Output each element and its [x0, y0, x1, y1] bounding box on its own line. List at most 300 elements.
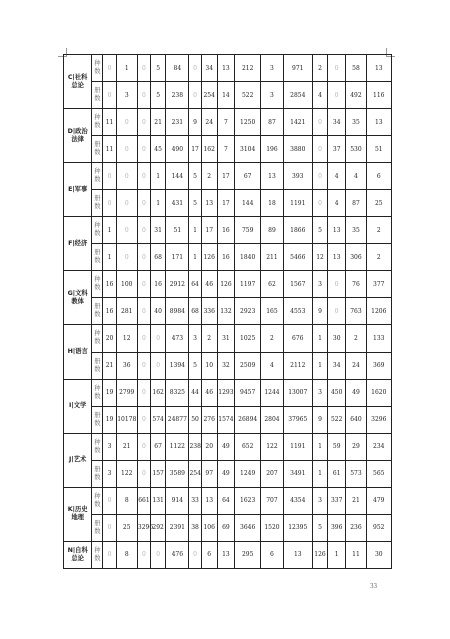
table-row: [64, 325, 392, 352]
table-cell: 34: [328, 109, 346, 136]
table-cell: 0: [137, 298, 150, 325]
table-cell: 4354: [283, 487, 312, 514]
table-cell: 116: [366, 82, 391, 109]
category-label: E|军事: [64, 163, 92, 217]
table-cell: 476: [166, 541, 189, 568]
table-cell: 2854: [283, 82, 312, 109]
category-label: I|文学: [64, 379, 92, 433]
table-cell: 37965: [283, 406, 312, 433]
table-cell: 13: [366, 55, 391, 82]
table-cell: 13: [261, 163, 283, 190]
table-cell: 9457: [235, 379, 261, 406]
table-cell: 11: [346, 541, 366, 568]
table-cell: 0: [137, 82, 150, 109]
table-cell: 13: [283, 541, 312, 568]
table-cell: 0: [312, 136, 327, 163]
table-row: [64, 487, 392, 514]
table-cell: 5: [189, 352, 201, 379]
table-cell: 479: [366, 487, 391, 514]
table-cell: 19: [103, 406, 116, 433]
row-type-label: 册数: [92, 136, 103, 163]
table-cell: 2391: [166, 514, 189, 541]
table-cell: 573: [346, 460, 366, 487]
table-cell: 0: [103, 163, 116, 190]
table-cell: 13: [217, 541, 234, 568]
table-cell: 0: [116, 136, 137, 163]
table-cell: 336: [201, 298, 217, 325]
table-cell: 1574: [217, 406, 234, 433]
table-cell: 0: [312, 163, 327, 190]
table-cell: 3: [312, 379, 327, 406]
table-cell: 126: [312, 541, 327, 568]
table-cell: 1567: [283, 271, 312, 298]
table-cell: 640: [346, 406, 366, 433]
table-row: [64, 190, 392, 217]
table-cell: 3589: [166, 460, 189, 487]
table-cell: 4: [312, 82, 327, 109]
table-cell: 24877: [166, 406, 189, 433]
table-cell: 69: [217, 514, 234, 541]
table-cell: 62: [261, 271, 283, 298]
row-type-label: 种数: [92, 325, 103, 352]
table-cell: 162: [151, 379, 166, 406]
row-type-label: 种数: [92, 433, 103, 460]
table-cell: 36: [116, 352, 137, 379]
table-cell: 4553: [283, 298, 312, 325]
table-cell: 2: [346, 325, 366, 352]
table-cell: 97: [201, 460, 217, 487]
table-cell: 196: [261, 136, 283, 163]
table-cell: 21: [103, 352, 116, 379]
table-cell: 126: [201, 244, 217, 271]
table-cell: 11: [103, 136, 116, 163]
table-cell: 276: [201, 406, 217, 433]
table-cell: 0: [328, 82, 346, 109]
table-cell: 1: [312, 433, 327, 460]
table-cell: 5: [312, 514, 327, 541]
table-cell: 1421: [283, 109, 312, 136]
table-cell: 144: [166, 163, 189, 190]
table-cell: 40: [151, 298, 166, 325]
table-cell: 7: [217, 136, 234, 163]
row-type-label: 种数: [92, 541, 103, 568]
table-cell: 238: [166, 82, 189, 109]
row-type-label: 册数: [92, 352, 103, 379]
table-cell: 0: [137, 433, 150, 460]
table-cell: 676: [283, 325, 312, 352]
table-cell: 4: [346, 163, 366, 190]
table-cell: 295: [235, 541, 261, 568]
table-cell: 281: [116, 298, 137, 325]
table-cell: 9: [312, 298, 327, 325]
table-cell: 35: [346, 109, 366, 136]
table-cell: 4: [328, 190, 346, 217]
table-cell: 20: [103, 325, 116, 352]
table-cell: 377: [366, 271, 391, 298]
table-cell: 6: [366, 163, 391, 190]
table-cell: 3296: [137, 514, 150, 541]
table-cell: 12395: [283, 514, 312, 541]
table-cell: 5: [312, 217, 327, 244]
table-cell: 3: [103, 460, 116, 487]
table-cell: 171: [166, 244, 189, 271]
table-cell: 1620: [366, 379, 391, 406]
table-cell: 211: [261, 244, 283, 271]
table-cell: 13: [328, 244, 346, 271]
table-body: [64, 55, 392, 569]
table-cell: 2: [366, 244, 391, 271]
table-cell: 450: [328, 379, 346, 406]
table-cell: 2: [201, 163, 217, 190]
table-cell: 2: [366, 217, 391, 244]
table-cell: 0: [103, 541, 116, 568]
table-cell: 431: [166, 190, 189, 217]
table-cell: 0: [116, 244, 137, 271]
category-label: N|自科总论: [64, 541, 92, 568]
table-cell: 25: [116, 514, 137, 541]
table-row: [64, 406, 392, 433]
table-cell: 34: [201, 55, 217, 82]
table-cell: 5: [189, 190, 201, 217]
table-cell: 254: [201, 82, 217, 109]
table-cell: 236: [346, 514, 366, 541]
table-cell: 396: [328, 514, 346, 541]
table-cell: 76: [346, 271, 366, 298]
table-cell: 6: [201, 541, 217, 568]
table-cell: 0: [137, 406, 150, 433]
table-cell: 234: [366, 433, 391, 460]
row-type-label: 种数: [92, 271, 103, 298]
table-cell: 971: [283, 55, 312, 82]
table-cell: 13: [217, 55, 234, 82]
table-cell: 652: [235, 433, 261, 460]
table-cell: 0: [328, 271, 346, 298]
table-cell: 1: [103, 244, 116, 271]
table-cell: 16: [103, 271, 116, 298]
table-row: [64, 55, 392, 82]
table-cell: 2923: [235, 298, 261, 325]
table-cell: 3491: [283, 460, 312, 487]
table-cell: 31: [151, 217, 166, 244]
table-cell: 7: [217, 109, 234, 136]
table-cell: 20: [201, 433, 217, 460]
statistics-table: [63, 54, 392, 569]
table-cell: 1293: [217, 379, 234, 406]
table-cell: 0: [137, 217, 150, 244]
table-cell: 16: [217, 217, 234, 244]
category-label: D|政治法律: [64, 109, 92, 163]
table-row: [64, 109, 392, 136]
table-cell: 0: [137, 541, 150, 568]
table-cell: 49: [217, 433, 234, 460]
table-cell: 17: [201, 217, 217, 244]
table-cell: 0: [328, 298, 346, 325]
table-cell: 5: [151, 82, 166, 109]
table-cell: 64: [217, 487, 234, 514]
table-cell: 133: [366, 325, 391, 352]
table-cell: 131: [151, 487, 166, 514]
row-type-label: 种数: [92, 217, 103, 244]
table-cell: 29: [346, 433, 366, 460]
table-cell: 952: [366, 514, 391, 541]
row-type-label: 册数: [92, 460, 103, 487]
category-label: H|语言: [64, 325, 92, 379]
table-cell: 2112: [283, 352, 312, 379]
table-cell: 122: [116, 460, 137, 487]
table-cell: 68: [151, 244, 166, 271]
table-cell: 0: [137, 109, 150, 136]
row-type-label: 册数: [92, 406, 103, 433]
table-cell: 46: [201, 271, 217, 298]
row-type-label: 册数: [92, 514, 103, 541]
table-cell: 3646: [235, 514, 261, 541]
table-row: [64, 136, 392, 163]
table-cell: 3: [116, 82, 137, 109]
table-cell: 51: [366, 136, 391, 163]
table-cell: 13: [366, 109, 391, 136]
table-cell: 12: [312, 244, 327, 271]
table-cell: 0: [189, 82, 201, 109]
table-cell: 254: [189, 460, 201, 487]
table-cell: 1025: [235, 325, 261, 352]
table-cell: 8325: [166, 379, 189, 406]
table-row: [64, 541, 392, 568]
table-cell: 165: [261, 298, 283, 325]
table-cell: 157: [151, 460, 166, 487]
table-cell: 87: [261, 109, 283, 136]
table-cell: 18: [261, 190, 283, 217]
table-cell: 14: [217, 82, 234, 109]
table-cell: 0: [103, 55, 116, 82]
table-cell: 24: [201, 109, 217, 136]
table-cell: 1206: [366, 298, 391, 325]
table-cell: 492: [346, 82, 366, 109]
table-cell: 6: [261, 541, 283, 568]
table-cell: 24: [346, 352, 366, 379]
table-cell: 9: [312, 406, 327, 433]
table-cell: 1866: [283, 217, 312, 244]
table-cell: 13: [328, 217, 346, 244]
table-cell: 3104: [235, 136, 261, 163]
table-cell: 13: [201, 190, 217, 217]
table-cell: 0: [137, 460, 150, 487]
table-cell: 2804: [261, 406, 283, 433]
table-cell: 0: [103, 190, 116, 217]
table-cell: 574: [151, 406, 166, 433]
table-cell: 21: [151, 109, 166, 136]
table-cell: 1249: [235, 460, 261, 487]
table-cell: 8: [116, 541, 137, 568]
table-cell: 61: [328, 460, 346, 487]
table-cell: 9: [189, 109, 201, 136]
table-cell: 0: [137, 55, 150, 82]
table-cell: 50: [189, 406, 201, 433]
table-cell: 25: [366, 190, 391, 217]
table-cell: 64: [189, 271, 201, 298]
table-cell: 67: [151, 433, 166, 460]
table-cell: 1: [312, 460, 327, 487]
table-cell: 5466: [283, 244, 312, 271]
table-cell: 759: [235, 217, 261, 244]
table-cell: 35: [346, 217, 366, 244]
page-number: 33: [370, 582, 377, 590]
table-row: [64, 271, 392, 298]
table-cell: 1250: [235, 109, 261, 136]
table-cell: 0: [312, 190, 327, 217]
table-cell: 1244: [261, 379, 283, 406]
table-cell: 1197: [235, 271, 261, 298]
category-label: K|历史地理: [64, 487, 92, 541]
table-cell: 44: [189, 379, 201, 406]
table-cell: 914: [166, 487, 189, 514]
table-cell: 13007: [283, 379, 312, 406]
table-cell: 33: [189, 487, 201, 514]
table-cell: 51: [166, 217, 189, 244]
category-label: C|社科总论: [64, 55, 92, 109]
table-cell: 0: [151, 352, 166, 379]
table-cell: 1122: [166, 433, 189, 460]
table-cell: 522: [235, 82, 261, 109]
table-cell: 3880: [283, 136, 312, 163]
table-cell: 306: [346, 244, 366, 271]
table-cell: 31: [217, 325, 234, 352]
table-cell: 67: [235, 163, 261, 190]
table-cell: 17: [217, 190, 234, 217]
table-cell: 11: [103, 109, 116, 136]
table-cell: 68: [189, 298, 201, 325]
table-cell: 0: [137, 352, 150, 379]
table-cell: 0: [137, 271, 150, 298]
table-cell: 38: [189, 514, 201, 541]
table-cell: 661: [137, 487, 150, 514]
table-cell: 2912: [166, 271, 189, 298]
table-cell: 37: [328, 136, 346, 163]
table-cell: 16: [151, 271, 166, 298]
table-cell: 30: [328, 325, 346, 352]
table-cell: 10: [201, 352, 217, 379]
table-cell: 34: [328, 352, 346, 379]
row-type-label: 种数: [92, 109, 103, 136]
category-label: G|文科教体: [64, 271, 92, 325]
table-cell: 10178: [116, 406, 137, 433]
table-cell: 2: [201, 325, 217, 352]
table-cell: 30: [366, 541, 391, 568]
table-cell: 3: [189, 325, 201, 352]
table-cell: 0: [151, 541, 166, 568]
table-row: [64, 244, 392, 271]
table-cell: 3: [261, 55, 283, 82]
table-cell: 0: [151, 325, 166, 352]
table-cell: 763: [346, 298, 366, 325]
table-cell: 12: [116, 325, 137, 352]
table-cell: 0: [116, 163, 137, 190]
category-label: J|艺术: [64, 433, 92, 487]
table-row: [64, 379, 392, 406]
table-cell: 45: [151, 136, 166, 163]
table-cell: 1: [312, 325, 327, 352]
table-cell: 1191: [283, 433, 312, 460]
table-cell: 1394: [166, 352, 189, 379]
table-cell: 565: [366, 460, 391, 487]
row-type-label: 种数: [92, 55, 103, 82]
table-row: [64, 163, 392, 190]
table-cell: 100: [116, 271, 137, 298]
table-cell: 59: [328, 433, 346, 460]
table-cell: 2: [261, 325, 283, 352]
table-cell: 530: [346, 136, 366, 163]
table-cell: 19: [103, 379, 116, 406]
table-cell: 84: [166, 55, 189, 82]
table-cell: 16: [103, 298, 116, 325]
table-cell: 16: [217, 244, 234, 271]
table-cell: 490: [166, 136, 189, 163]
table-cell: 2799: [116, 379, 137, 406]
table-cell: 1623: [235, 487, 261, 514]
table-cell: 126: [217, 271, 234, 298]
table-cell: 1520: [261, 514, 283, 541]
table-cell: 0: [312, 109, 327, 136]
table-row: [64, 217, 392, 244]
row-type-label: 种数: [92, 487, 103, 514]
table-cell: 0: [116, 190, 137, 217]
table-cell: 0: [103, 514, 116, 541]
table-cell: 369: [366, 352, 391, 379]
table-cell: 106: [201, 514, 217, 541]
table-row: [64, 82, 392, 109]
table-cell: 0: [137, 244, 150, 271]
table-cell: 0: [137, 136, 150, 163]
table-row: [64, 460, 392, 487]
table-cell: 0: [189, 55, 201, 82]
table-cell: 1: [189, 244, 201, 271]
table-cell: 58: [346, 55, 366, 82]
table-cell: 21: [346, 487, 366, 514]
table-row: [64, 352, 392, 379]
table-cell: 32: [217, 352, 234, 379]
table-cell: 4: [328, 163, 346, 190]
table-cell: 3296: [366, 406, 391, 433]
table-cell: 8984: [166, 298, 189, 325]
table-cell: 144: [235, 190, 261, 217]
table-cell: 0: [189, 541, 201, 568]
table-cell: 17: [189, 136, 201, 163]
table-cell: 2: [312, 55, 327, 82]
table-cell: 2509: [235, 352, 261, 379]
table-cell: 0: [137, 190, 150, 217]
table-cell: 49: [217, 460, 234, 487]
table-cell: 1: [151, 190, 166, 217]
table-cell: 8: [116, 487, 137, 514]
table-cell: 238: [189, 433, 201, 460]
table-cell: 26894: [235, 406, 261, 433]
table-cell: 162: [201, 136, 217, 163]
table-cell: 89: [261, 217, 283, 244]
table-cell: 1: [189, 217, 201, 244]
row-type-label: 种数: [92, 163, 103, 190]
table-cell: 3: [312, 487, 327, 514]
table-cell: 0: [137, 379, 150, 406]
table-cell: 132: [217, 298, 234, 325]
table-cell: 122: [261, 433, 283, 460]
table-cell: 46: [201, 379, 217, 406]
table-cell: 21: [116, 433, 137, 460]
row-type-label: 册数: [92, 190, 103, 217]
table-cell: 1191: [283, 190, 312, 217]
table-cell: 0: [328, 55, 346, 82]
table-cell: 393: [283, 163, 312, 190]
table-cell: 49: [346, 379, 366, 406]
row-type-label: 册数: [92, 244, 103, 271]
